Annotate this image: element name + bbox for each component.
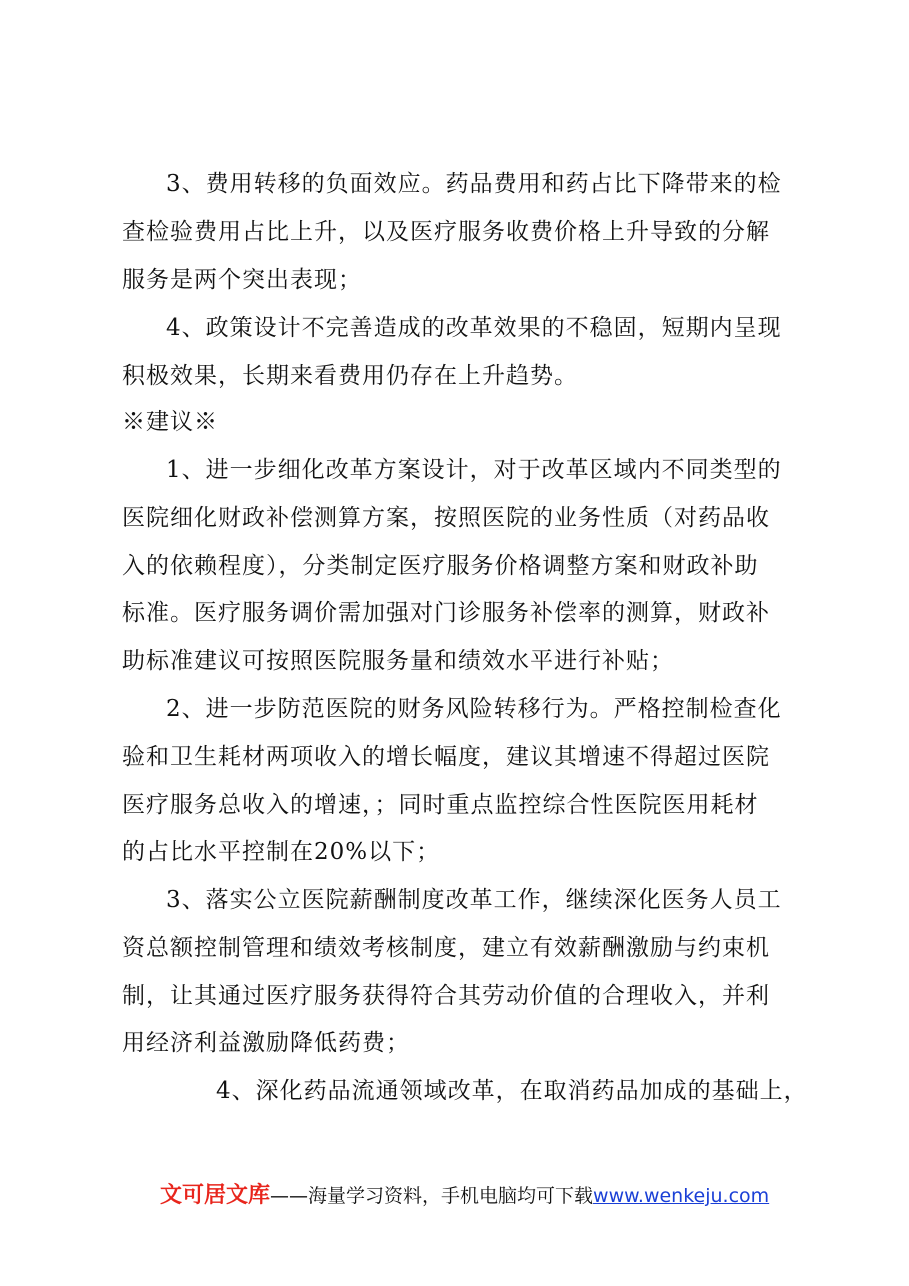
paragraph-line: 3、落实公立医院薪酬制度改革工作，继续深化医务人员工 xyxy=(166,887,782,913)
paragraph-line: 4、政策设计不完善造成的改革效果的不稳固，短期内呈现 xyxy=(166,315,782,341)
paragraph-line: 医院细化财政补偿测算方案，按照医院的业务性质（对药品收 xyxy=(122,505,770,531)
paragraph-line: 标准。医疗服务调价需加强对门诊服务补偿率的测算，财政补 xyxy=(122,600,770,626)
paragraph-line: 制，让其通过医疗服务获得符合其劳动价值的合理收入，并利 xyxy=(122,983,770,1009)
paragraph-line: 的占比水平控制在20%以下； xyxy=(122,839,441,865)
paragraph-line: 查检验费用占比上升，以及医疗服务收费价格上升导致的分解 xyxy=(122,219,770,245)
paragraph-line: 用经济利益激励降低药费； xyxy=(122,1030,410,1056)
paragraph-line: 4、深化药品流通领域改革，在取消药品加成的基础上， xyxy=(216,1078,808,1104)
paragraph-line: 资总额控制管理和绩效考核制度，建立有效薪酬激励与约束机 xyxy=(122,935,770,961)
section-heading: ※建议※ xyxy=(122,409,218,435)
brand-name: 文可居文库 xyxy=(160,1183,271,1208)
paragraph-line: 积极效果，长期来看费用仍存在上升趋势。 xyxy=(122,363,578,389)
footer-link[interactable]: www.wenkeju.com xyxy=(593,1185,770,1207)
paragraph-line: 入的依赖程度），分类制定医疗服务价格调整方案和财政补助 xyxy=(122,553,759,579)
footer-tagline: ——海量学习资料，手机电脑均可下载 xyxy=(270,1185,594,1207)
paragraph-line: 1、进一步细化改革方案设计，对于改革区域内不同类型的 xyxy=(166,457,782,483)
paragraph-line: 医疗服务总收入的增速，；同时重点监控综合性医院医用耗材 xyxy=(122,792,759,818)
paragraph-line: 3、费用转移的负面效应。药品费用和药占比下降带来的检 xyxy=(166,171,782,197)
paragraph-line: 验和卫生耗材两项收入的增长幅度，建议其增速不得超过医院 xyxy=(122,744,770,770)
paragraph-line: 服务是两个突出表现； xyxy=(122,267,362,293)
paragraph-line: 助标准建议可按照医院服务量和绩效水平进行补贴； xyxy=(122,648,674,674)
paragraph-line: 2、进一步防范医院的财务风险转移行为。严格控制检查化 xyxy=(166,696,782,722)
footer xyxy=(160,1182,769,1210)
